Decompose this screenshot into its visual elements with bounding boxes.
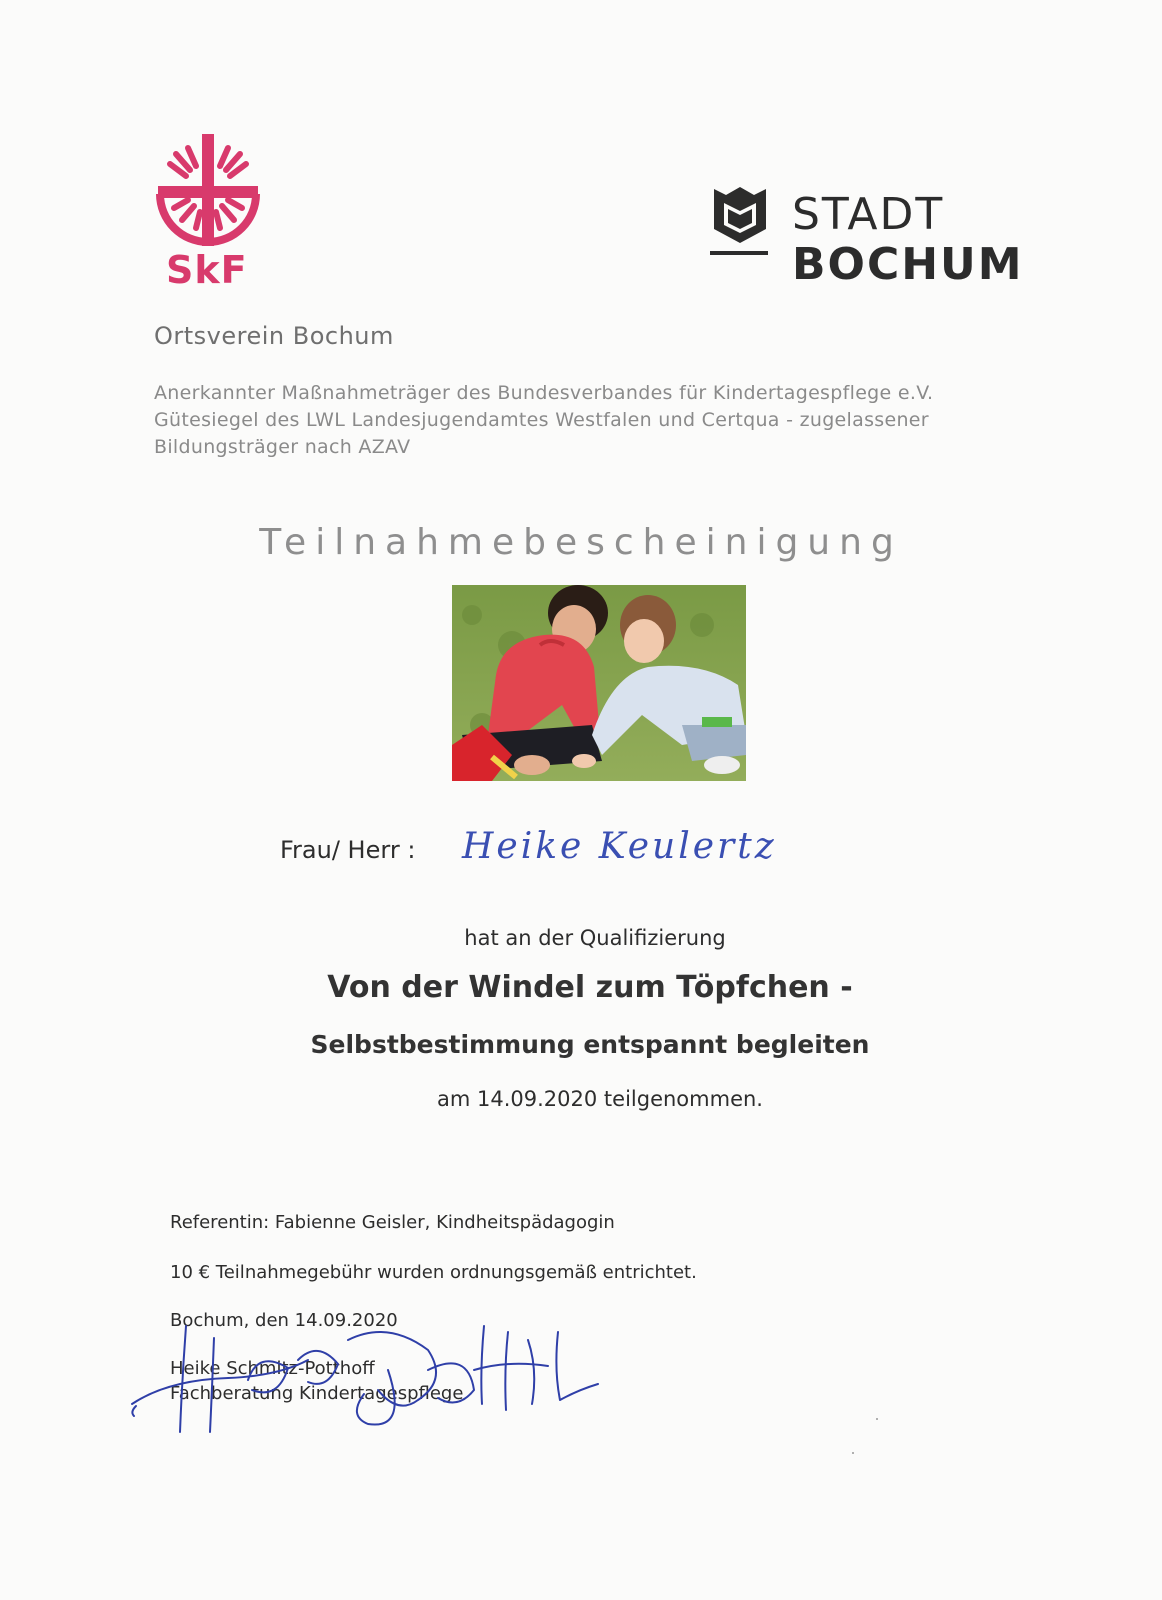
participation-date-text: am 14.09.2020 teilgenommen. (437, 1087, 763, 1111)
scan-speck (876, 1418, 878, 1420)
lead-text: hat an der Qualifizierung (464, 926, 726, 950)
course-title-line-1: Von der Windel zum Töpfchen - (327, 970, 853, 1005)
accreditation-line: Anerkannter Maßnahmeträger des Bundesverbandes für Kindertagespflege e.V. (154, 382, 934, 404)
handwritten-signature (128, 1320, 628, 1450)
course-title-line-2: Selbstbestimmung entspannt begleiten (310, 1030, 870, 1059)
organization-name: Ortsverein Bochum (154, 322, 394, 350)
fee-text: 10 € Teilnahmegebühr wurden ordnungsgemäß entrichtet. (170, 1262, 697, 1283)
accreditation-text (154, 380, 1014, 461)
scan-speck (852, 1452, 854, 1454)
stadt-text: STADT (792, 189, 945, 240)
recipient-row (280, 826, 880, 890)
accreditation-line: Bildungsträger nach AZAV (154, 436, 411, 458)
recipient-name-handwritten: Heike Keulertz (462, 826, 777, 867)
place-date-text: Bochum, den 14.09.2020 (170, 1310, 398, 1331)
skf-logo (148, 130, 268, 290)
signer-name: Heike Schmitz-Potthoff (170, 1358, 375, 1379)
children-photo (452, 585, 746, 781)
accreditation-line: Gütesiegel des LWL Landesjugendamtes Westfalen und Certqua - zugelassener (154, 409, 929, 431)
referent-text: Referentin: Fabienne Geisler, Kindheitspädagogin (170, 1212, 615, 1233)
recipient-label: Frau/ Herr : (280, 836, 416, 864)
skf-cross-emblem-icon (152, 134, 264, 246)
bochum-book-icon (710, 185, 770, 265)
certificate-title: Teilnahmebescheinigung (259, 522, 903, 563)
bochum-text: BOCHUM (792, 239, 1024, 290)
skf-logo-text: SkF (166, 248, 248, 292)
signer-role: Fachberatung Kindertagespflege (170, 1383, 464, 1404)
stadt-bochum-logo (710, 185, 1050, 295)
